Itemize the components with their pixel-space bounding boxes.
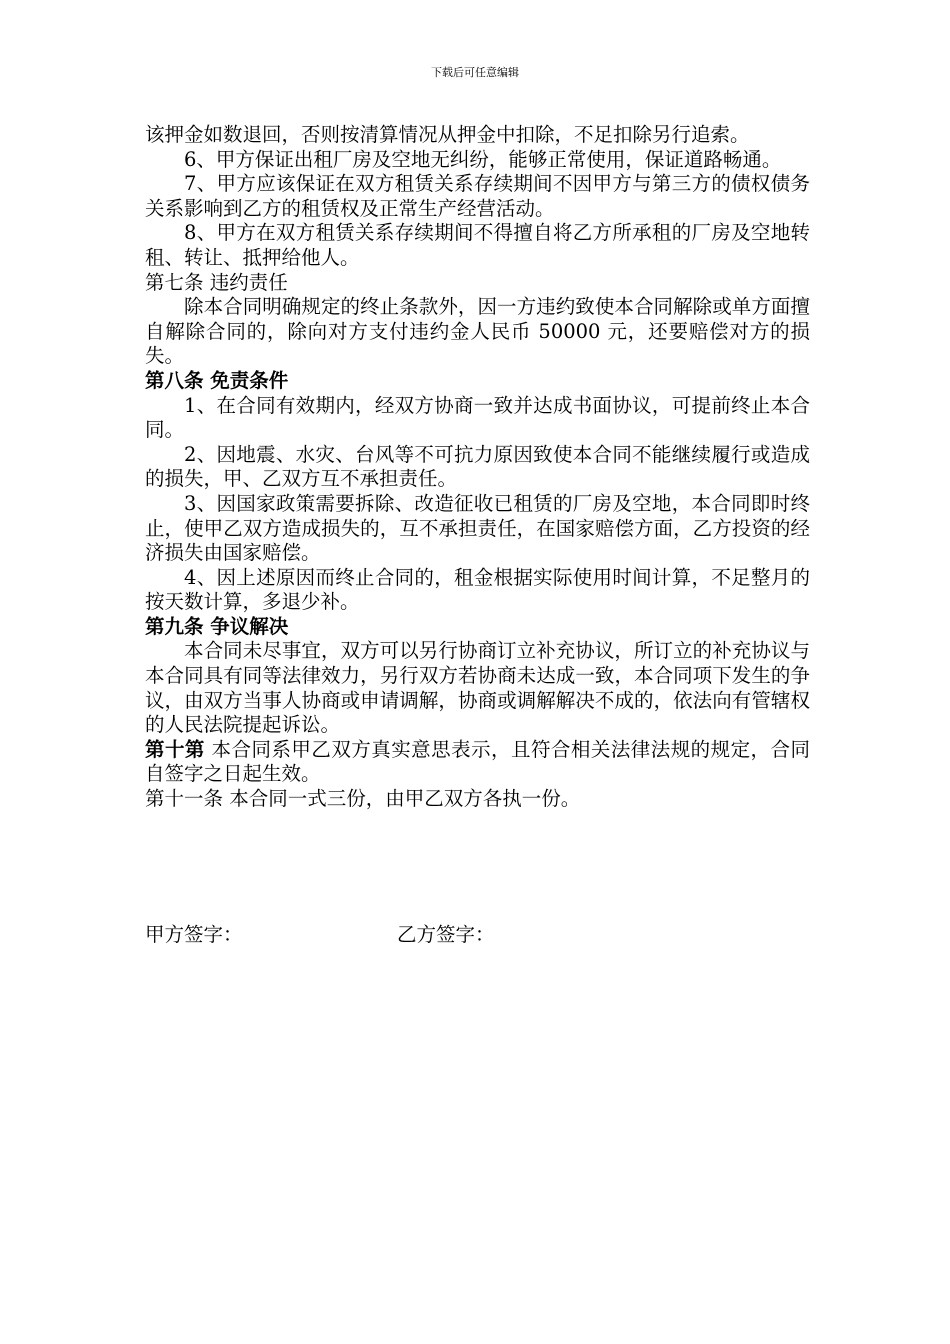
article-8-clause-4: 4、因上述原因而终止合同的，租金根据实际使用时间计算，不足整月的按天数计算，多退少补。 bbox=[145, 565, 810, 614]
party-b-signature-label: 乙方签字： bbox=[397, 923, 495, 946]
article-10-label: 第十第 bbox=[145, 737, 205, 761]
article-10-text: 本合同系甲乙双方真实意思表示，且符合相关法律法规的规定，合同自签字之日起生效。 bbox=[145, 737, 810, 786]
article-7-body: 除本合同明确规定的终止条款外，因一方违约致使本合同解除或单方面擅自解除合同的，除向对方支付违约金人民币 50000 元，还要赔偿对方的损失。 bbox=[145, 295, 810, 368]
clause-8-no-sublease: 8、甲方在双方租赁关系存续期间不得擅自将乙方所承租的厂房及空地转租、转让、抵押给他人。 bbox=[145, 221, 810, 269]
article-8-heading: 第八条 免责条件 bbox=[145, 368, 289, 392]
article-8-clause-3: 3、因国家政策需要拆除、改造征收已租赁的厂房及空地，本合同即时终止，使甲乙双方造成损失的，互不承担责任，在国家赔偿方面，乙方投资的经济损失由国家赔偿。 bbox=[145, 491, 810, 565]
contract-body bbox=[145, 123, 810, 812]
clause-6-no-dispute: 6、甲方保证出租厂房及空地无纠纷，能够正常使用，保证道路畅通。 bbox=[184, 147, 782, 171]
article-7-heading: 第七条 违约责任 bbox=[145, 270, 288, 294]
article-9-body: 本合同未尽事宜，双方可以另行协商订立补充协议，所订立的补充协议与本合同具有同等法律效力，另行双方若协商未达成一致，本合同项下发生的争议，由双方当事人协商或申请调解，协商或调解解决不成的，依法向有管辖权的人民法院提起诉讼。 bbox=[145, 639, 810, 737]
paragraph-deposit-refund: 该押金如数退回，否则按清算情况从押金中扣除，不足扣除另行追索。 bbox=[145, 123, 750, 146]
page-header: 下载后可任意编辑 bbox=[431, 66, 519, 79]
article-9-heading: 第九条 争议解决 bbox=[145, 614, 289, 638]
article-8-clause-1: 1、在合同有效期内，经双方协商一致并达成书面协议，可提前终止本合同。 bbox=[145, 393, 810, 442]
clause-7-third-party: 7、甲方应该保证在双方租赁关系存续期间不因甲方与第三方的债权债务关系影响到乙方的租赁权及正常生产经营活动。 bbox=[145, 172, 810, 220]
article-8-clause-2: 2、因地震、水灾、台风等不可抗力原因致使本合同不能继续履行或造成的损失，甲、乙双方互不承担责任。 bbox=[145, 442, 810, 491]
party-a-signature-label: 甲方签字： bbox=[145, 923, 243, 946]
article-11: 第十一条 本合同一式三份，由甲乙双方各执一份。 bbox=[145, 787, 581, 811]
article-10 bbox=[145, 738, 810, 787]
